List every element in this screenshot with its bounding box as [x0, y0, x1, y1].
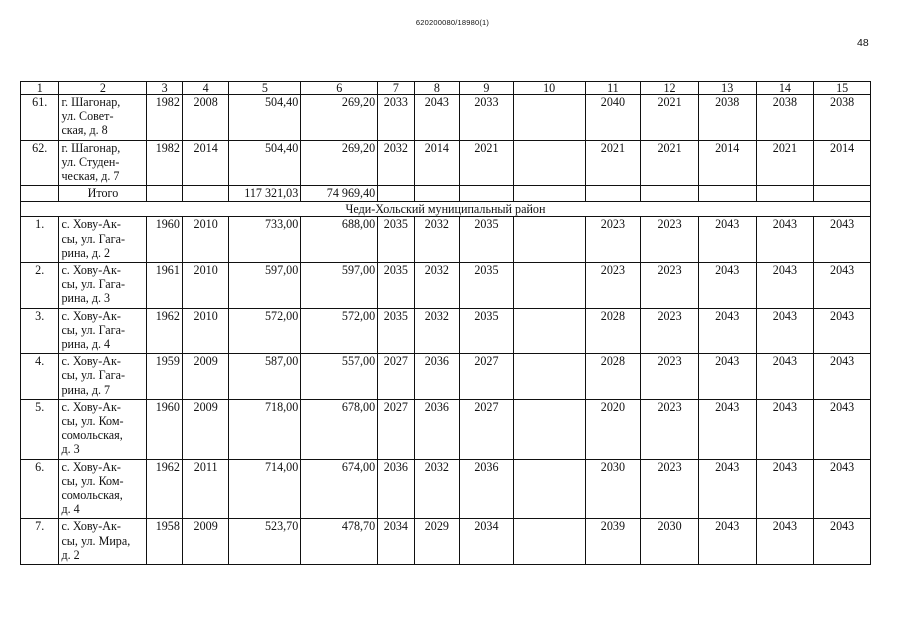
total-empty-cell [513, 186, 585, 202]
col7-cell: 2027 [378, 399, 414, 459]
col4-cell: 2008 [182, 95, 229, 141]
column-header-15: 15 [814, 82, 871, 95]
living-area-cell: 688,00 [301, 217, 378, 263]
col12-cell: 2023 [641, 308, 699, 354]
col11-cell: 2028 [585, 354, 641, 400]
col14-cell: 2043 [756, 399, 814, 459]
col9-cell: 2035 [460, 262, 514, 308]
column-header-2: 2 [59, 82, 147, 95]
col13-cell: 2043 [698, 217, 756, 263]
total-empty-cell [641, 186, 699, 202]
col15-cell: 2038 [814, 95, 871, 141]
col12-cell: 2023 [641, 354, 699, 400]
col10-cell [513, 354, 585, 400]
col11-cell: 2023 [585, 217, 641, 263]
col14-cell: 2038 [756, 95, 814, 141]
col13-cell: 2043 [698, 354, 756, 400]
address-cell: г. Шагонар, ул. Студен- ческая, д. 7 [59, 140, 147, 186]
col10-cell [513, 262, 585, 308]
total-area-cell: 572,00 [229, 308, 301, 354]
col12-cell: 2021 [641, 95, 699, 141]
table-row [21, 399, 871, 459]
col14-cell: 2043 [756, 354, 814, 400]
living-area-cell: 674,00 [301, 459, 378, 519]
col13-cell: 2043 [698, 308, 756, 354]
table-row [21, 217, 871, 263]
table-row [21, 459, 871, 519]
living-area-cell: 478,70 [301, 519, 378, 565]
total-empty-cell [814, 186, 871, 202]
col14-cell: 2043 [756, 308, 814, 354]
address-cell: с. Хову-Ак- сы, ул. Гага- рина, д. 2 [59, 217, 147, 263]
col10-cell [513, 140, 585, 186]
total-empty-cell [460, 186, 514, 202]
column-header-6: 6 [301, 82, 378, 95]
col15-cell: 2043 [814, 354, 871, 400]
col11-cell: 2021 [585, 140, 641, 186]
living-area-cell: 269,20 [301, 95, 378, 141]
living-area-cell: 557,00 [301, 354, 378, 400]
col14-cell: 2043 [756, 519, 814, 565]
col15-cell: 2014 [814, 140, 871, 186]
col11-cell: 2020 [585, 399, 641, 459]
col14-cell: 2021 [756, 140, 814, 186]
col7-cell: 2035 [378, 308, 414, 354]
col4-cell: 2011 [182, 459, 229, 519]
table-row [21, 262, 871, 308]
col9-cell: 2027 [460, 399, 514, 459]
col4-cell: 2010 [182, 217, 229, 263]
total-empty-cell [698, 186, 756, 202]
col4-cell: 2010 [182, 308, 229, 354]
col7-cell: 2035 [378, 217, 414, 263]
col11-cell: 2030 [585, 459, 641, 519]
total-area-cell: 718,00 [229, 399, 301, 459]
col4-cell: 2009 [182, 519, 229, 565]
table-row [21, 519, 871, 565]
build-year-cell: 1959 [147, 354, 182, 400]
col4-cell: 2009 [182, 399, 229, 459]
column-header-1: 1 [21, 82, 59, 95]
col7-cell: 2032 [378, 140, 414, 186]
table-row [21, 140, 871, 186]
col15-cell: 2043 [814, 519, 871, 565]
address-cell: с. Хову-Ак- сы, ул. Гага- рина, д. 4 [59, 308, 147, 354]
total-empty-cell [21, 186, 59, 202]
row-number-cell: 62. [21, 140, 59, 186]
table-row [21, 354, 871, 400]
total-empty-cell [182, 186, 229, 202]
col8-cell: 2032 [414, 262, 460, 308]
table-row [21, 308, 871, 354]
build-year-cell: 1962 [147, 459, 182, 519]
region-row [21, 202, 871, 217]
row-number-cell: 61. [21, 95, 59, 141]
column-header-7: 7 [378, 82, 414, 95]
total-empty-cell [414, 186, 460, 202]
col7-cell: 2035 [378, 262, 414, 308]
total-empty-cell [147, 186, 182, 202]
col4-cell: 2010 [182, 262, 229, 308]
col11-cell: 2040 [585, 95, 641, 141]
region-title: Чеди-Хольский муниципальный район [21, 202, 871, 217]
col12-cell: 2023 [641, 459, 699, 519]
col9-cell: 2033 [460, 95, 514, 141]
total-label: Итого [59, 186, 147, 202]
build-year-cell: 1961 [147, 262, 182, 308]
living-area-cell: 269,20 [301, 140, 378, 186]
col8-cell: 2032 [414, 308, 460, 354]
total-area-cell: 714,00 [229, 459, 301, 519]
col8-cell: 2036 [414, 354, 460, 400]
col10-cell [513, 399, 585, 459]
row-number-cell: 7. [21, 519, 59, 565]
col7-cell: 2027 [378, 354, 414, 400]
total-area-sum: 117 321,03 [229, 186, 301, 202]
col15-cell: 2043 [814, 262, 871, 308]
column-header-5: 5 [229, 82, 301, 95]
build-year-cell: 1960 [147, 399, 182, 459]
col7-cell: 2036 [378, 459, 414, 519]
col9-cell: 2036 [460, 459, 514, 519]
address-cell: с. Хову-Ак- сы, ул. Мира, д. 2 [59, 519, 147, 565]
address-cell: с. Хову-Ак- сы, ул. Ком- сомольская, д. 4 [59, 459, 147, 519]
col15-cell: 2043 [814, 459, 871, 519]
col13-cell: 2043 [698, 262, 756, 308]
row-number-cell: 6. [21, 459, 59, 519]
col12-cell: 2023 [641, 262, 699, 308]
col8-cell: 2032 [414, 217, 460, 263]
col15-cell: 2043 [814, 399, 871, 459]
document-id: 620200080/18980(1) [415, 18, 490, 27]
column-header-11: 11 [585, 82, 641, 95]
total-area-cell: 587,00 [229, 354, 301, 400]
housing-table [20, 81, 871, 565]
address-cell: с. Хову-Ак- сы, ул. Ком- сомольская, д. 3 [59, 399, 147, 459]
column-header-12: 12 [641, 82, 699, 95]
col13-cell: 2043 [698, 519, 756, 565]
col7-cell: 2033 [378, 95, 414, 141]
column-header-10: 10 [513, 82, 585, 95]
address-cell: с. Хову-Ак- сы, ул. Гага- рина, д. 7 [59, 354, 147, 400]
build-year-cell: 1958 [147, 519, 182, 565]
column-header-3: 3 [147, 82, 182, 95]
address-cell: с. Хову-Ак- сы, ул. Гага- рина, д. 3 [59, 262, 147, 308]
row-number-cell: 5. [21, 399, 59, 459]
total-empty-cell [756, 186, 814, 202]
col14-cell: 2043 [756, 459, 814, 519]
col13-cell: 2038 [698, 95, 756, 141]
build-year-cell: 1982 [147, 95, 182, 141]
col13-cell: 2043 [698, 459, 756, 519]
col15-cell: 2043 [814, 308, 871, 354]
col11-cell: 2039 [585, 519, 641, 565]
address-cell: г. Шагонар, ул. Совет- ская, д. 8 [59, 95, 147, 141]
col10-cell [513, 459, 585, 519]
build-year-cell: 1960 [147, 217, 182, 263]
col4-cell: 2014 [182, 140, 229, 186]
col10-cell [513, 519, 585, 565]
column-header-13: 13 [698, 82, 756, 95]
row-number-cell: 1. [21, 217, 59, 263]
build-year-cell: 1982 [147, 140, 182, 186]
row-number-cell: 3. [21, 308, 59, 354]
col14-cell: 2043 [756, 262, 814, 308]
col12-cell: 2030 [641, 519, 699, 565]
col8-cell: 2043 [414, 95, 460, 141]
col13-cell: 2043 [698, 399, 756, 459]
living-area-cell: 678,00 [301, 399, 378, 459]
col10-cell [513, 95, 585, 141]
col9-cell: 2035 [460, 217, 514, 263]
col12-cell: 2021 [641, 140, 699, 186]
col14-cell: 2043 [756, 217, 814, 263]
column-number-row [21, 82, 871, 95]
col10-cell [513, 308, 585, 354]
row-number-cell: 4. [21, 354, 59, 400]
col9-cell: 2035 [460, 308, 514, 354]
total-area-cell: 733,00 [229, 217, 301, 263]
col11-cell: 2028 [585, 308, 641, 354]
column-header-14: 14 [756, 82, 814, 95]
col11-cell: 2023 [585, 262, 641, 308]
col12-cell: 2023 [641, 399, 699, 459]
col12-cell: 2023 [641, 217, 699, 263]
col7-cell: 2034 [378, 519, 414, 565]
living-area-cell: 572,00 [301, 308, 378, 354]
column-header-4: 4 [182, 82, 229, 95]
col9-cell: 2021 [460, 140, 514, 186]
col13-cell: 2014 [698, 140, 756, 186]
total-area-cell: 597,00 [229, 262, 301, 308]
table-row [21, 95, 871, 141]
total-empty-cell [378, 186, 414, 202]
page-number: 48 [857, 37, 869, 49]
col9-cell: 2034 [460, 519, 514, 565]
column-header-9: 9 [460, 82, 514, 95]
total-area-cell: 504,40 [229, 140, 301, 186]
column-header-8: 8 [414, 82, 460, 95]
total-area-cell: 504,40 [229, 95, 301, 141]
build-year-cell: 1962 [147, 308, 182, 354]
total-empty-cell [585, 186, 641, 202]
col9-cell: 2027 [460, 354, 514, 400]
col8-cell: 2029 [414, 519, 460, 565]
living-area-cell: 597,00 [301, 262, 378, 308]
total-area-cell: 523,70 [229, 519, 301, 565]
col8-cell: 2036 [414, 399, 460, 459]
col15-cell: 2043 [814, 217, 871, 263]
row-number-cell: 2. [21, 262, 59, 308]
col4-cell: 2009 [182, 354, 229, 400]
col8-cell: 2032 [414, 459, 460, 519]
total-living-area-sum: 74 969,40 [301, 186, 378, 202]
col10-cell [513, 217, 585, 263]
col8-cell: 2014 [414, 140, 460, 186]
total-row [21, 186, 871, 202]
